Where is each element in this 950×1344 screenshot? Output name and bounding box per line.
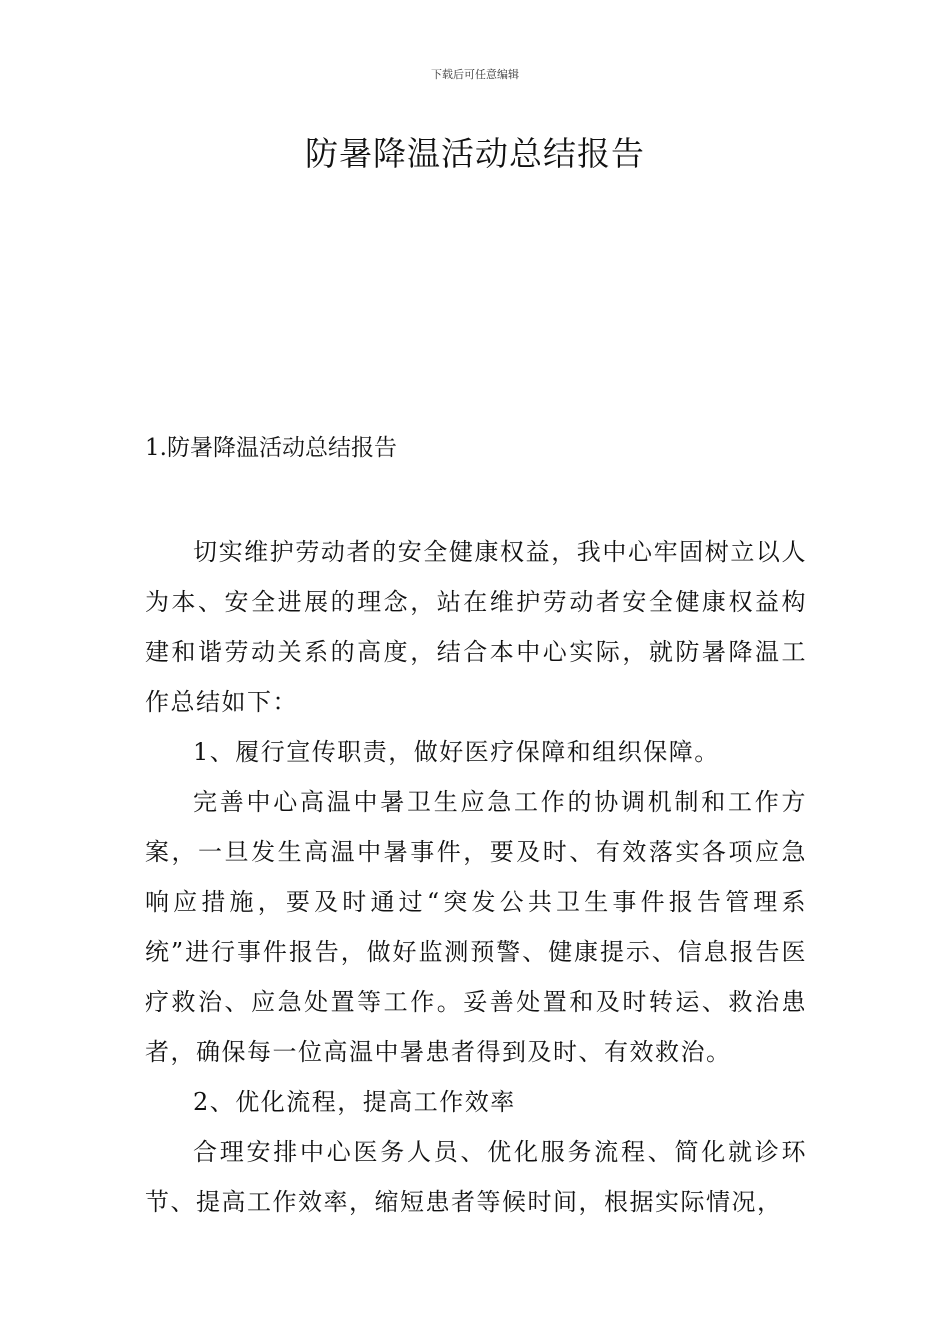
page-header-note: 下载后可任意编辑 — [431, 68, 519, 81]
body-item-heading-1: 1、履行宣传职责，做好医疗保障和组织保障。 — [193, 738, 720, 766]
body-paragraph-emergency: 完善中心高温中暑卫生应急工作的协调机制和工作方案，一旦发生高温中暑事件，要及时、有效落实各项应急响应措施，要及时通过“突发公共卫生事件报告管理系统”进行事件报告，做好监测预警、健康提示、信息报告医疗救治、应急处置等工作。妥善处置和及时转运、救治患者，确保每一位高温中暑患者得到及时、有效救治。 — [145, 788, 807, 1066]
body-item-heading-2: 2、优化流程，提高工作效率 — [193, 1088, 516, 1116]
document-title: 防暑降温活动总结报告 — [305, 134, 645, 173]
document-body — [145, 527, 807, 1227]
section-heading: 1.防暑降温活动总结报告 — [145, 435, 397, 461]
body-paragraph-intro: 切实维护劳动者的安全健康权益，我中心牢固树立以人为本、安全进展的理念，站在维护劳动者安全健康权益构建和谐劳动关系的高度，结合本中心实际，就防暑降温工作总结如下： — [145, 538, 807, 716]
body-paragraph-workflow: 合理安排中心医务人员、优化服务流程、简化就诊环节、提高工作效率，缩短患者等候时间，根据实际情况， — [145, 1138, 807, 1216]
